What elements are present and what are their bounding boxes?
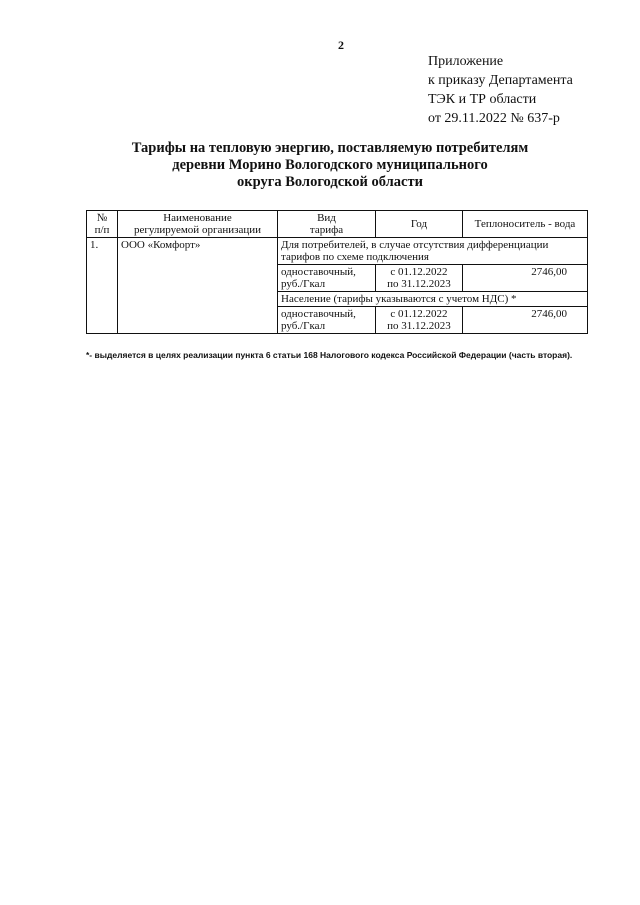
- tariff-value: 2746,00: [463, 265, 588, 292]
- tariff-kind: [278, 265, 376, 292]
- title-line-2: деревни Морино Вологодского муниципального: [172, 157, 488, 173]
- header-kind-line-2: тарифа: [309, 224, 344, 236]
- title-line-3: округа Вологодской области: [237, 174, 423, 190]
- table-row: [87, 238, 588, 265]
- appendix-line-4: от 29.11.2022 № 637-р: [428, 111, 560, 126]
- header-num-line-2: п/п: [94, 224, 110, 236]
- row-num: 1.: [87, 238, 118, 334]
- tariff-period-start: с 01.12.2022: [390, 266, 448, 278]
- tariff-period-end: по 31.12.2023: [387, 278, 451, 290]
- tariff-kind-line-2: руб./Гкал: [281, 320, 326, 332]
- group-consumers: [278, 238, 588, 265]
- appendix-line-2: к приказу Департамента: [428, 73, 573, 88]
- header-heat-carrier: Теплоноситель - вода: [463, 211, 588, 238]
- page-number: 2: [338, 38, 344, 52]
- header-org-line-2: регулируемой организации: [133, 224, 262, 236]
- tariff-kind: [278, 307, 376, 334]
- row-org: ООО «Комфорт»: [118, 238, 278, 334]
- tariff-value: 2746,00: [463, 307, 588, 334]
- tariff-kind-line-2: руб./Гкал: [281, 278, 326, 290]
- tariff-period: [376, 307, 463, 334]
- header-org-line-1: Наименование: [163, 212, 232, 224]
- tariff-table: [86, 210, 588, 334]
- tariff-period-end: по 31.12.2023: [387, 320, 451, 332]
- table-header-row: [87, 211, 588, 238]
- footnote: *- выделяется в целях реализации пункта 6 статьи 168 Налогового кодекса Российской Федерации (часть вторая).: [86, 350, 573, 360]
- header-kind: [278, 211, 376, 238]
- appendix-line-3: ТЭК и ТР области: [428, 92, 537, 107]
- tariff-period-start: с 01.12.2022: [390, 308, 448, 320]
- group-consumers-line-2: тарифов по схеме подключения: [281, 251, 429, 263]
- header-org: [118, 211, 278, 238]
- group-consumers-line-1: Для потребителей, в случае отсутствия дифференциации: [281, 239, 549, 251]
- tariff-period: [376, 265, 463, 292]
- header-num-line-1: №: [96, 212, 108, 224]
- document-title: [100, 140, 560, 191]
- header-num: [87, 211, 118, 238]
- tariff-kind-line-1: одноставочный,: [281, 308, 356, 320]
- appendix-block: [428, 52, 573, 128]
- header-kind-line-1: Вид: [317, 212, 336, 224]
- appendix-line-1: Приложение: [428, 54, 504, 69]
- header-year: Год: [376, 211, 463, 238]
- title-line-1: Тарифы на тепловую энергию, поставляемую потребителям: [131, 140, 529, 156]
- tariff-kind-line-1: одноставочный,: [281, 266, 356, 278]
- group-population: Население (тарифы указываются с учетом НДС) *: [278, 292, 588, 307]
